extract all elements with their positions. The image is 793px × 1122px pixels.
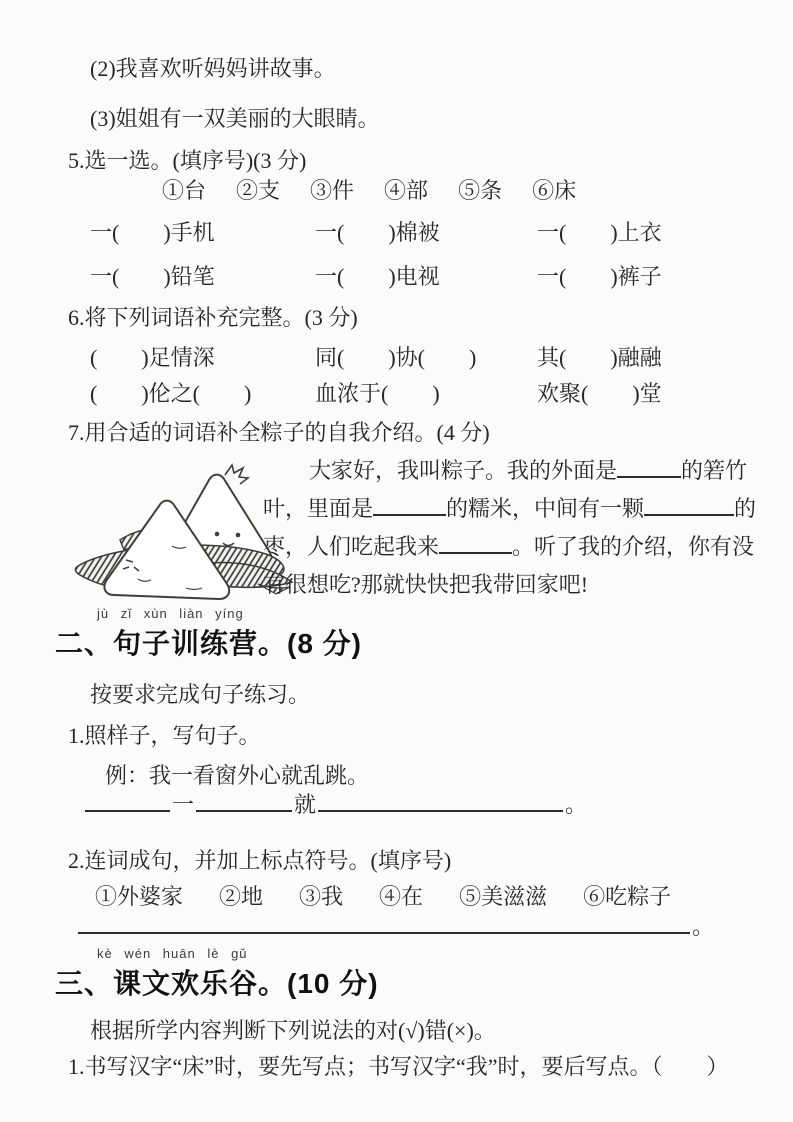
para-text: 的糯米，中间有一颗 <box>446 496 645 521</box>
answer-blank <box>85 789 170 812</box>
idiom-item: ( )足情深 <box>90 345 215 370</box>
question-5-options <box>162 174 576 205</box>
idiom-item: 血浓于( ) <box>315 381 440 406</box>
word-option-2: ②地 <box>219 884 264 909</box>
word-option-1: ①外婆家 <box>95 884 184 909</box>
para-text: 。听了我的介绍，你有没有很想吃?那就快快把我带回家吧! <box>263 534 755 597</box>
idiom-item: 欢聚( )堂 <box>537 381 662 406</box>
section-2-title: 二、句子训练营。(8 分) <box>55 628 363 659</box>
option-4: ④部 <box>384 178 429 203</box>
answer-blank <box>318 789 563 812</box>
answer-blank <box>373 493 446 516</box>
option-1: ①台 <box>162 178 207 203</box>
word-option-4: ④在 <box>379 884 424 909</box>
fill-item: 一( )裤子 <box>537 264 662 289</box>
line-period: 。 <box>692 914 715 939</box>
zongzi-self-introduction <box>263 452 763 604</box>
question-2-2-answer-line <box>76 910 714 941</box>
fill-item: 一( )棉被 <box>315 220 440 245</box>
idiom-item: 同( )协( ) <box>315 345 477 370</box>
fill-item: 一( )铅笔 <box>90 264 215 289</box>
answer-blank <box>617 455 681 478</box>
section-3-title: 三、课文欢乐谷。(10 分) <box>55 968 379 999</box>
question-2-1-answer-line <box>83 788 587 819</box>
section-3-lead: 根据所学内容判断下列说法的对(√)错(×)。 <box>90 1018 496 1043</box>
answer-blank <box>196 789 292 812</box>
option-6: ⑥床 <box>532 178 577 203</box>
question-2-2-options <box>95 880 671 911</box>
option-5: ⑤条 <box>458 178 503 203</box>
connector-jiu: 就 <box>294 792 317 817</box>
word-option-5: ⑤美滋滋 <box>459 884 548 909</box>
connector-yi: 一 <box>172 792 195 817</box>
zongzi-illustration <box>68 448 296 612</box>
sentence-item-2: (2)我喜欢听妈妈讲故事。 <box>90 56 336 81</box>
option-3: ③件 <box>310 178 355 203</box>
answer-blank <box>644 493 734 516</box>
question-2-1-example: 例：我一看窗外心就乱跳。 <box>105 763 370 788</box>
idiom-item: ( )伦之( ) <box>90 381 252 406</box>
option-2: ②支 <box>236 178 281 203</box>
word-option-3: ③我 <box>299 884 344 909</box>
para-text: 大家好，我叫粽子。我的外面是 <box>309 458 618 483</box>
fill-item: 一( )电视 <box>315 264 440 289</box>
section-2-pinyin: jù zǐ xùn liàn yíng <box>97 606 244 621</box>
question-2-1-title: 1.照样子，写句子。 <box>68 723 261 748</box>
question-5-row-1 <box>90 216 760 247</box>
question-6-title: 6.将下列词语补充完整。(3 分) <box>68 305 358 330</box>
section-3-pinyin: kè wén huān lè gǔ <box>97 946 248 961</box>
question-3-1: 1.书写汉字“床”时，要先写点；书写汉字“我”时，要后写点。（ ） <box>68 1054 729 1079</box>
question-5-title: 5.选一选。(填序号)(3 分) <box>68 148 307 173</box>
question-7-title: 7.用合适的词语补全粽子的自我介绍。(4 分) <box>68 420 490 445</box>
fill-item: 一( )手机 <box>90 220 215 245</box>
line-period: 。 <box>565 792 588 817</box>
answer-blank <box>439 531 512 554</box>
para-text: 的箬竹叶，里面是 <box>263 458 748 521</box>
word-option-6: ⑥吃粽子 <box>583 884 672 909</box>
fill-item: 一( )上衣 <box>537 220 662 245</box>
para-text: 的枣，人们吃起我来 <box>263 496 757 559</box>
answer-blank <box>78 911 690 934</box>
sentence-item-3: (3)姐姐有一双美丽的大眼睛。 <box>90 106 380 131</box>
question-6-row-1 <box>90 341 760 372</box>
question-5-row-2 <box>90 260 760 291</box>
section-2-lead: 按要求完成句子练习。 <box>90 682 311 707</box>
question-6-row-2 <box>90 377 760 408</box>
question-2-2-title: 2.连词成句，并加上标点符号。(填序号) <box>68 848 452 873</box>
idiom-item: 其( )融融 <box>537 345 662 370</box>
